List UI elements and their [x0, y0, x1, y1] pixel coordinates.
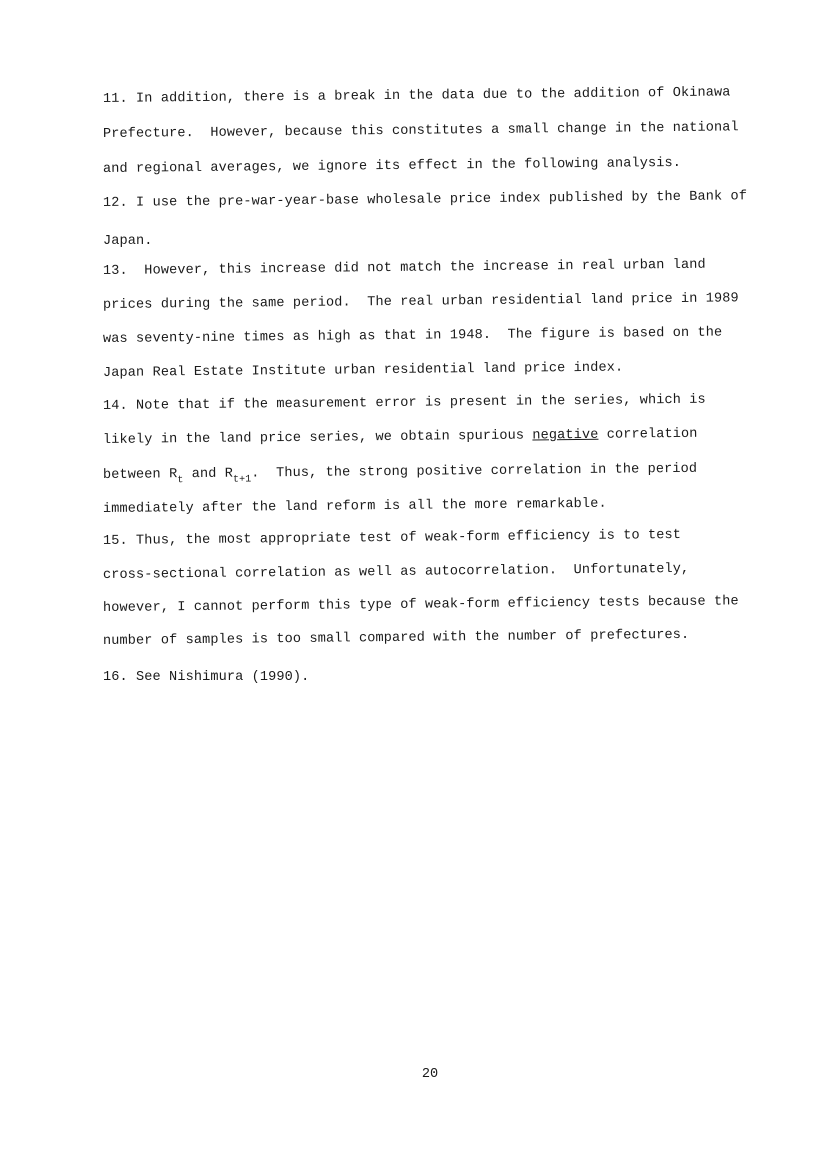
footnote-14-line-2-text-a: likely in the land price series, we obtain spurious [102, 428, 533, 448]
footnote-11-line-3: and regional averages, we ignore its effect in the following analysis. [102, 155, 682, 177]
footnote-15-line-3: however, I cannot perform this type of weak-form efficiency tests because the [102, 594, 739, 616]
subscript-t: t [177, 475, 184, 487]
footnote-14-line-3-text-a: between R [102, 467, 178, 483]
footnote-16-line-1: 16. See Nishimura (1990). [103, 670, 310, 685]
footnote-14-line-3 [103, 462, 697, 485]
footnote-15-line-1: 15. Thus, the most appropriate test of weak-form efficiency is to test [102, 527, 682, 549]
footnote-14-line-3-text-c: . Thus, the strong positive correlation in the period [251, 461, 698, 482]
footnote-11-line-2: Prefecture. However, because this constitutes a small change in the national [102, 120, 739, 142]
footnote-14-line-2 [103, 427, 698, 449]
footnote-14-line-1: 14. Note that if the measurement error is present in the series, which is [102, 392, 706, 414]
footnote-14-line-4: immediately after the land reform is all the more remarkable. [102, 496, 607, 517]
footnote-14-underlined-word: negative [532, 427, 599, 444]
footnote-14-line-3-text-b: and R [183, 466, 234, 483]
footnote-11-line-1: 11. In addition, there is a break in the data due to the addition of Okinawa [102, 85, 731, 107]
footnote-13-line-2: prices during the same period. The real urban residential land price in 1989 [102, 291, 739, 313]
page-number: 20 [421, 1067, 439, 1082]
footnote-15-line-4: number of samples is too small compared with the number of prefectures. [102, 627, 690, 649]
footnote-13-line-4: Japan Real Estate Institute urban residential land price index. [102, 360, 624, 381]
footnote-13-line-1: 13. However, this increase did not match the increase in real urban land [102, 257, 706, 279]
footnote-15-line-2: cross-sectional correlation as well as autocorrelation. Unfortunately, [102, 561, 690, 583]
footnote-12-line-2: Japan. [103, 234, 153, 249]
footnote-13-line-3: was seventy-nine times as high as that in 1948. The figure is based on the [102, 325, 723, 347]
subscript-t-plus-1: t+1 [232, 474, 252, 486]
footnote-12-line-1: 12. I use the pre-war-year-base wholesale price index published by the Bank of [102, 189, 748, 211]
footnote-14-line-2-text-b: correlation [598, 426, 698, 443]
